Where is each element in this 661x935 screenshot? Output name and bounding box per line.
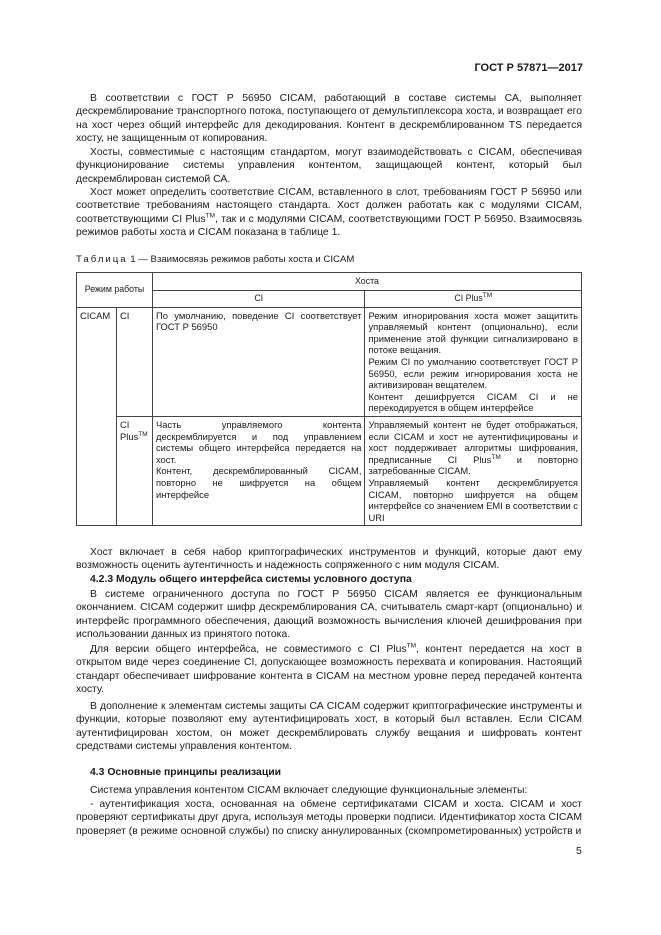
table-caption: [76, 254, 354, 265]
paragraph-3: [76, 186, 582, 240]
paragraph-9: - аутентификация хоста, основанная на обмене сертификатами CICAM и хоста. CICAM и хост проверяют сертификаты друг друга, используя методы проверки подписи. Идентификатор хоста CICAM проверяет (в режиме основной службы) по списку аннулированных (скомпрометированных) устройств и: [76, 799, 582, 837]
row-group-cicam: CICAM: [77, 307, 117, 526]
trademark-mark: TM: [205, 212, 216, 220]
header-host: Хоста: [152, 273, 581, 291]
table-caption-label: Таблица: [76, 254, 128, 265]
header-ci: CI: [152, 291, 365, 308]
paragraph-5: В системе ограниченного доступа по ГОСТ Р 56950 CICAM является ее функциональным окончанием. CICAM содержит шифр дескремблирования СА, считыватель смарт-карт (опционально) и интерфейс программного обеспечения, дающий возможность вычисления ключей дешифрования при использовании данных из принятого потока.: [76, 589, 582, 641]
cell-text: Режим игнорирования хоста может защитить управляемый контент (опционально), если применение этой функции сигнализировано в потоке вещания.: [368, 309, 578, 356]
trademark-mark: TM: [491, 453, 501, 461]
cell-text-part: и повторно затребованные CICAM.: [368, 453, 578, 477]
paragraph-2: Хосты, совместимые с настоящим стандартом, могут взаимодействовать с CICAM, обеспечивая функционирование системы управления контентом, защищающей контент, который был дескремблирован системой СА.: [76, 147, 582, 185]
paragraph-8: Система управления контентом CICAM включает следующие функциональные элементы:: [90, 785, 528, 796]
cell-text: [368, 419, 578, 477]
cell-ciplus-ciplus: [365, 416, 582, 525]
paragraph-3-part-b: , так и с модулями CICAM, соответствующими ГОСТ Р 56950. Взаимосвязь режимов работы хоста и CICAM показана в таблице 1.: [76, 213, 582, 239]
header-ciplus: [365, 291, 582, 308]
modes-table: [76, 272, 582, 526]
trademark-mark: TM: [482, 292, 493, 300]
header-ciplus-text: CI Plus: [454, 293, 483, 303]
cell-ci-ci: По умолчанию, поведение CI соответствует ГОСТ Р 56950: [152, 307, 365, 416]
row-label-ciplus: [116, 416, 152, 525]
cell-ciplus-ci: [152, 416, 365, 525]
paragraph-6-part-b: , контент передается на хост в открытом виде через соединение CI, допускающее возможность перехвата и копирования. Настоящий стандарт обеспечивает шифрование контента в CICAM на местном уровне перед передачей контента хосту.: [76, 644, 582, 696]
paragraph-1: В соответствии с ГОСТ Р 56950 CICAM, работающий в составе системы СА, выполняет дескремблирование транспортного потока, поступающего от демультиплексора хоста, и возвращает его на хост через общий интерфейс для декодирования. Контент в дескремблированном TS передается хосту, не защищенным от копирования.: [76, 93, 582, 145]
section-heading-4-3: 4.3 Основные принципы реализации: [90, 767, 281, 778]
paragraph-4: Хост включает в себя набор криптографических инструментов и функций, которые дают ему возможность оценить аутентичность и надежность сопряженного с ним модуля CICAM.: [76, 547, 582, 572]
row-label-ci: CI: [116, 307, 152, 416]
cell-text: Режим CI по умолчанию соответствует ГОСТ Р 56950, если режим игнорирования хоста не активизирован вещателем.: [368, 355, 578, 391]
cell-text: Контент дешифруется CICAM CI и не перекодируется в общем интерфейсе: [368, 390, 578, 414]
page-number: 5: [576, 846, 582, 857]
paragraph-6-part-a: Для версии общего интерфейса, не совместимого с CI Plus: [90, 644, 407, 655]
cell-text: Часть управляемого контента дескремблируется и под управлением системы общего интерфейса передается на хост.: [155, 418, 362, 465]
trademark-mark: TM: [138, 430, 148, 438]
section-heading-4-2-3: 4.2.3 Модуль общего интерфейса системы условного доступа: [90, 574, 412, 585]
table-caption-text: 1 — Взаимосвязь режимов работы хоста и CICAM: [127, 254, 355, 265]
header-mode: Режим работы: [77, 273, 153, 308]
document-header: ГОСТ Р 57871—2017: [474, 62, 583, 74]
row-label-ciplus-text: CI Plus: [119, 418, 139, 442]
paragraph-3-part-a: Хост может определить соответствие CICAM, вставленного в слот, требованиям ГОСТ Р 56950 или соответствие требованиям настоящего стандарта. Хост должен работать как с модулями CICAM, соответствующими CI Plus: [76, 187, 582, 225]
paragraph-7: В дополнение к элементам системы защиты СА CICAM содержит криптографические инструменты и функции, которые позволяют ему аутентифицировать хост, в который был вставлен. Если CICAM аутентифицирован хостом, он может дескремблировать службу вещания и шифровать контент средствами системы управления контентом.: [76, 701, 582, 753]
paragraph-6: [76, 643, 582, 697]
cell-text: Контент, дескремблированный CICAM, повторно не шифруется на общем интерфейсе: [155, 465, 362, 500]
cell-text-part: Управляемый контент не будет отображаться, если CICAM и хост не аутентифицированы и хост поддерживает алгоритмы шифрования, предписанные CI Plus: [368, 418, 578, 465]
cell-text: Управляемый контент дескремблируется CICAM, повторно шифруется на общем интерфейсе со значением EMI в соответствии с URI: [368, 476, 578, 523]
trademark-mark: TM: [406, 642, 416, 650]
cell-ci-ciplus: [365, 307, 582, 416]
